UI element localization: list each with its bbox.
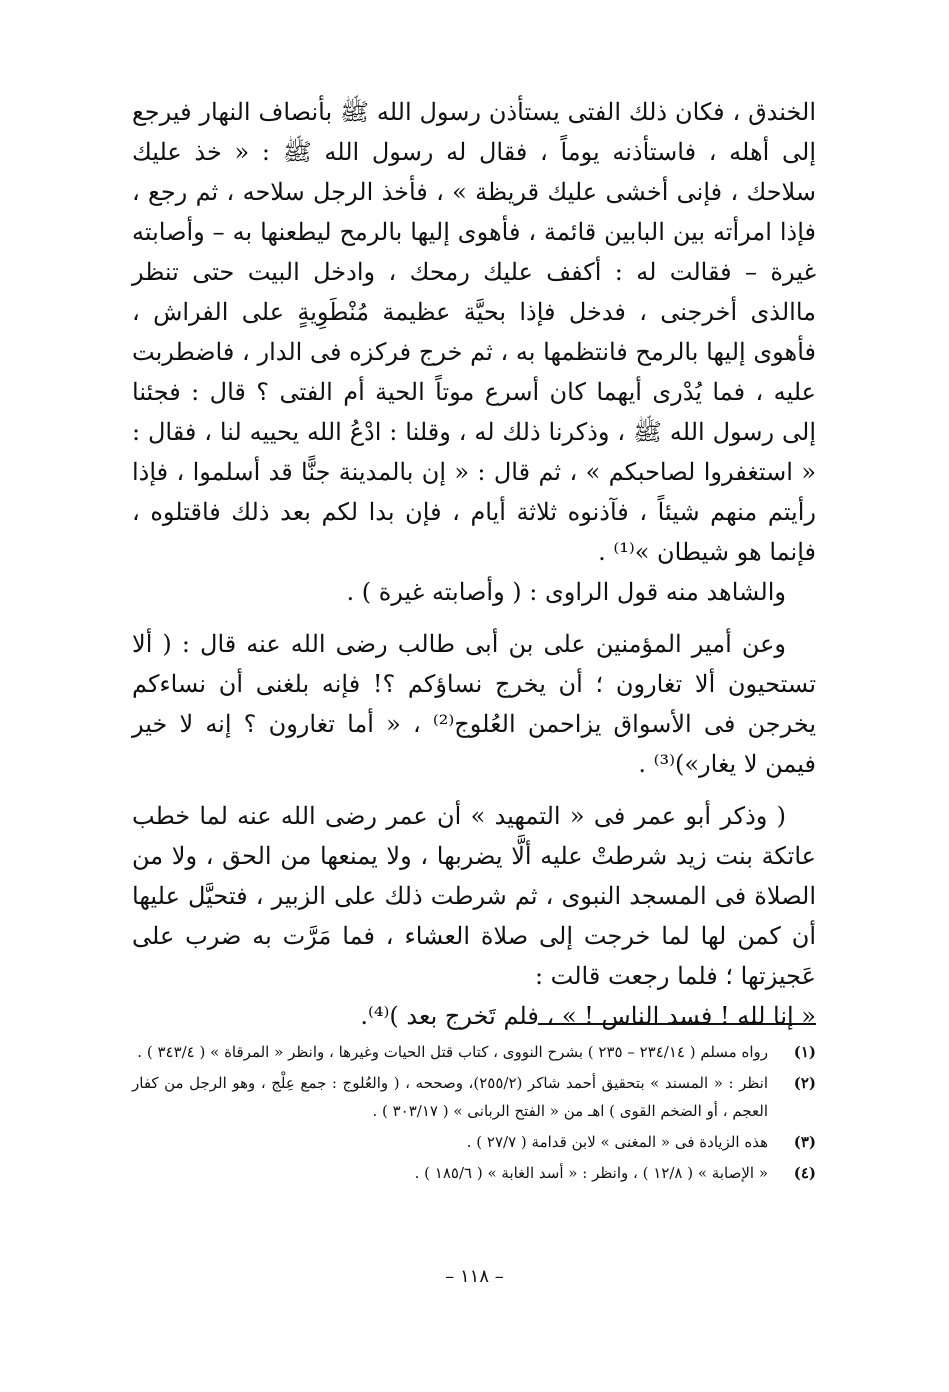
footnote-number: (١): [793, 1043, 816, 1061]
paragraph-ali-quote: وعن أمير المؤمنين على بن أبى طالب رضى الله عنه قال : ( ألا تستحيون ألا تغارون ؛ أن يخرج نساؤكم ؟! فإنه بلغنى أن نساءكم يخرجن فى الأسواق يزاحمن العُلوج⁽²⁾ ، « أما تغارون ؟ إنه لا خير فيمن لا يغار»)⁽³⁾ .: [132, 630, 817, 778]
footnote-2: [132, 1069, 816, 1125]
footnote-number: (٣): [793, 1133, 816, 1151]
footnote-text: انظر : « المسند » بتحقيق أحمد شاكر (٢٥٥/٢)، وصححه ، ( والعُلوج : جمع عِلْج ، وهو الرجل من كفار العجم ، أو الضخم القوى ) اهـ من « الفتح الربانى » ( ٣٠٣/١٧ ) .: [132, 1074, 768, 1120]
footnote-number: (٤): [793, 1164, 816, 1182]
footnote-4: [132, 1159, 816, 1187]
paragraph-shahid: والشاهد منه قول الراوى : ( وأصابته غيرة ) .: [346, 578, 786, 606]
paragraph-hadith-khandaq: الخندق ، فكان ذلك الفتى يستأذن رسول الله ﷺ بأنصاف النهار فيرجع إلى أهله ، فاستأذنه يوماً ، فقال له رسول الله ﷺ : « خذ عليك سلاحك ، فإنى أخشى عليك قريظة » ، فأخذ الرجل سلاحه ، ثم رجع ، فإذا امرأته بين البابين قائمة ، فأهوى إليها بالرمح ليطعنها به – وأصابته غيرة – فقالت له : أكفف عليك رمحك ، وادخل البيت حتى تنظر ماالذى أخرجنى ، فدخل فإذا بحيَّة عظيمة مُنْطَوِيةٍ على الفراش ، فأهوى إليها بالرمح فانتظمها به ، ثم خرج فركزه فى الدار ، فاضطربت عليه ، فما يُدْرى أيهما كان أسرع موتاً الحية أم الفتى ؟ قال : فجئنا إلى رسول الله ﷺ ، وذكرنا ذلك له ، وقلنا : ادْعُ الله يحييه لنا ، فقال : « استغفروا لصاحبكم » ، ثم قال : « إن بالمدينة جنًّا قد أسلموا ، فإذا رأيتم منهم شيئاً ، فآذنوه ثلاثة أيام ، فإن بدا لكم بعد ذلك فاقتلوه ، فإنما هو شيطان »⁽¹⁾ .: [132, 98, 816, 566]
footnote-text: « الإصابة » ( ١٢/٨ ) ، وانظر : « أسد الغابة » ( ١٨٥/٦ ) .: [414, 1164, 768, 1182]
footnotes: [132, 1038, 816, 1190]
footnote-text: هذه الزيادة فى « المغنى » لابن قدامة ( ٢٧/٧ ) .: [466, 1133, 768, 1151]
page-number: – ١١٨ –: [445, 1266, 504, 1287]
footnote-1: [132, 1038, 816, 1066]
paragraph-gap: [132, 612, 816, 624]
main-text: [132, 92, 816, 1036]
paragraph-tamheed: ( وذكر أبو عمر فى « التمهيد » أن عمر رضى الله عنه لما خطب عاتكة بنت زيد شرطتْ عليه ألَّا يضربها ، ولا يمنعها من الحق ، ولا من الصلاة فى المسجد النبوى ، ثم شرطت ذلك على الزبير ، فتحيَّل عليها أن كمن لها لما خرجت إلى صلاة العشاء ، فما مَرَّت به ضرب على عَجيزتها ؛ فلما رجعت قالت :: [132, 802, 816, 990]
footnote-number: (٢): [793, 1074, 816, 1092]
footnote-3: [132, 1128, 816, 1156]
paragraph-atika-quote: « إنا لله ! فسد الناس ! » ، فلم تَخرج بعد )⁽⁴⁾.: [360, 1002, 816, 1030]
footnote-text: رواه مسلم ( ٢٣٤/١٤ – ٢٣٥ ) بشرح النووى ، كتاب قتل الحيات وغيرها ، وانظر « المرقاة » ( ٣٤٣/٤ ) .: [137, 1043, 768, 1061]
paragraph-gap: [132, 784, 816, 796]
footnote-separator: [538, 1023, 816, 1025]
